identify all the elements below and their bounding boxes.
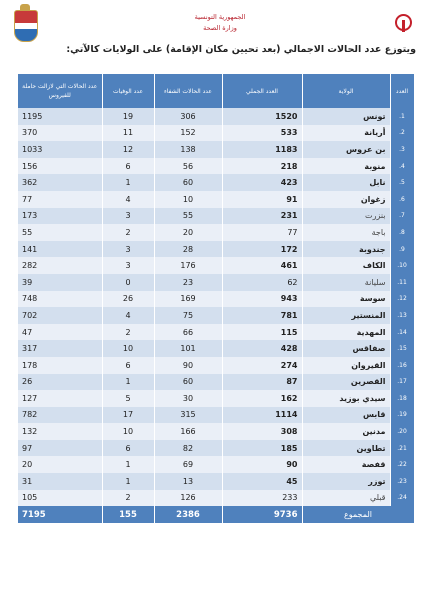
total-cases: 185 [222, 440, 302, 457]
table-total-row [18, 506, 414, 523]
active-cases: 105 [18, 490, 102, 507]
deaths-count: 3 [102, 241, 154, 258]
active-cases: 370 [18, 125, 102, 142]
row-number: 16. [390, 357, 414, 374]
ministry-name: وزارة الصحة [203, 24, 237, 32]
active-cases: 156 [18, 158, 102, 175]
recovered-count: 10 [154, 191, 222, 208]
total-cases: 91 [222, 191, 302, 208]
table-header-row [18, 74, 414, 108]
row-number: 7. [390, 208, 414, 225]
recovered-count: 66 [154, 324, 222, 341]
total-cases: 62 [222, 274, 302, 291]
row-number: 22. [390, 456, 414, 473]
governorate-name: تونس [302, 108, 390, 125]
total-cases: 218 [222, 158, 302, 175]
row-number: 13. [390, 307, 414, 324]
recovered-count: 28 [154, 241, 222, 258]
table-row [18, 407, 414, 424]
governorate-name: بن عروس [302, 141, 390, 158]
recovered-count: 82 [154, 440, 222, 457]
governorate-name: سوسة [302, 291, 390, 308]
table-row [18, 440, 414, 457]
total-cases: 115 [222, 324, 302, 341]
recovered-count: 176 [154, 257, 222, 274]
deaths-count: 6 [102, 440, 154, 457]
total-cases: 77 [222, 224, 302, 241]
active-cases: 39 [18, 274, 102, 291]
deaths-count: 3 [102, 257, 154, 274]
total-cases: 1520 [222, 108, 302, 125]
row-number: 6. [390, 191, 414, 208]
deaths-count: 10 [102, 423, 154, 440]
row-number: 9. [390, 241, 414, 258]
recovered-count: 75 [154, 307, 222, 324]
table-row [18, 357, 414, 374]
table-row [18, 191, 414, 208]
total-deaths: 155 [102, 506, 154, 523]
governorate-name: قبلي [302, 490, 390, 507]
active-cases: 178 [18, 357, 102, 374]
governorate-name: سليانة [302, 274, 390, 291]
table-row [18, 125, 414, 142]
governorate-name: قابس [302, 407, 390, 424]
row-number: 8. [390, 224, 414, 241]
deaths-count: 6 [102, 158, 154, 175]
governorate-name: المهدية [302, 324, 390, 341]
deaths-count: 10 [102, 340, 154, 357]
column-header-recovered: عدد الحالات الشفاء [154, 74, 222, 108]
governorate-name: باجة [302, 224, 390, 241]
deaths-count: 4 [102, 307, 154, 324]
coat-of-arms-crown-icon [20, 4, 30, 10]
active-cases: 1195 [18, 108, 102, 125]
table-row [18, 490, 414, 507]
row-number: 20. [390, 423, 414, 440]
active-cases: 1033 [18, 141, 102, 158]
table-row [18, 473, 414, 490]
table-row [18, 456, 414, 473]
deaths-count: 12 [102, 141, 154, 158]
active-cases: 702 [18, 307, 102, 324]
row-number: 10. [390, 257, 414, 274]
table-row [18, 274, 414, 291]
governorate-name: الكاف [302, 257, 390, 274]
deaths-count: 4 [102, 191, 154, 208]
row-number: 24. [390, 490, 414, 507]
governorate-name: منوبة [302, 158, 390, 175]
row-number: 21. [390, 440, 414, 457]
recovered-count: 60 [154, 174, 222, 191]
row-number: 14. [390, 324, 414, 341]
recovered-count: 56 [154, 158, 222, 175]
table-row [18, 141, 414, 158]
total-cases: 87 [222, 374, 302, 391]
recovered-count: 13 [154, 473, 222, 490]
deaths-count: 1 [102, 174, 154, 191]
recovered-count: 23 [154, 274, 222, 291]
active-cases: 47 [18, 324, 102, 341]
governorate-name: مدنين [302, 423, 390, 440]
row-number: 5. [390, 174, 414, 191]
active-cases: 97 [18, 440, 102, 457]
total-cases: 172 [222, 241, 302, 258]
active-cases: 132 [18, 423, 102, 440]
recovered-count: 101 [154, 340, 222, 357]
recovered-count: 55 [154, 208, 222, 225]
deaths-count: 2 [102, 490, 154, 507]
row-number: 19. [390, 407, 414, 424]
governorate-name: بنزرت [302, 208, 390, 225]
row-number: 15. [390, 340, 414, 357]
governorate-name: زغوان [302, 191, 390, 208]
row-number: 2. [390, 125, 414, 142]
table-row [18, 423, 414, 440]
deaths-count: 17 [102, 407, 154, 424]
row-number: 3. [390, 141, 414, 158]
table-row [18, 174, 414, 191]
recovered-count: 20 [154, 224, 222, 241]
deaths-count: 6 [102, 357, 154, 374]
deaths-count: 2 [102, 224, 154, 241]
deaths-count: 26 [102, 291, 154, 308]
deaths-count: 11 [102, 125, 154, 142]
governorate-name: صفاقس [302, 340, 390, 357]
deaths-count: 1 [102, 473, 154, 490]
governorate-name: القيروان [302, 357, 390, 374]
recovered-count: 69 [154, 456, 222, 473]
active-cases: 282 [18, 257, 102, 274]
total-cases: 423 [222, 174, 302, 191]
column-header-active: عدد الحالات التي لازالت حاملة للفيروس [18, 74, 102, 108]
recovered-count: 138 [154, 141, 222, 158]
total-cases: 1114 [222, 407, 302, 424]
ministry-heading [175, 12, 265, 34]
total-cases: 533 [222, 125, 302, 142]
governorate-name: تطاوين [302, 440, 390, 457]
total-cases: 428 [222, 340, 302, 357]
governorate-name: سيدي بوزيد [302, 390, 390, 407]
active-cases: 20 [18, 456, 102, 473]
recovered-count: 90 [154, 357, 222, 374]
table-row [18, 307, 414, 324]
table-row [18, 208, 414, 225]
column-header-total: العدد الجملي [222, 74, 302, 108]
recovered-count: 152 [154, 125, 222, 142]
recovered-count: 315 [154, 407, 222, 424]
active-cases: 782 [18, 407, 102, 424]
governorate-name: قفصة [302, 456, 390, 473]
deaths-count: 2 [102, 324, 154, 341]
total-active: 7195 [18, 506, 102, 523]
table-row [18, 224, 414, 241]
table-row [18, 257, 414, 274]
active-cases: 31 [18, 473, 102, 490]
total-cases: 45 [222, 473, 302, 490]
total-cases: 943 [222, 291, 302, 308]
governorate-name: القصرين [302, 374, 390, 391]
active-cases: 748 [18, 291, 102, 308]
total-cases: 9736 [222, 506, 302, 523]
deaths-count: 19 [102, 108, 154, 125]
total-cases: 461 [222, 257, 302, 274]
total-cases: 274 [222, 357, 302, 374]
deaths-count: 5 [102, 390, 154, 407]
column-header-governorate: الولاية [302, 74, 390, 108]
logo-anchor-icon [402, 20, 405, 32]
total-label: المجموع [302, 506, 414, 523]
governorate-name: المنستير [302, 307, 390, 324]
row-number: 18. [390, 390, 414, 407]
intro-text: ويتوزع عدد الحالات الاجمالي (بعد تحيين مكان الإقامة) على الولايات كالآتي: [66, 44, 416, 55]
total-cases: 162 [222, 390, 302, 407]
active-cases: 55 [18, 224, 102, 241]
table-row [18, 390, 414, 407]
active-cases: 77 [18, 191, 102, 208]
active-cases: 317 [18, 340, 102, 357]
total-cases: 90 [222, 456, 302, 473]
governorate-cases-table [18, 74, 415, 523]
table-row [18, 340, 414, 357]
deaths-count: 1 [102, 456, 154, 473]
row-number: 4. [390, 158, 414, 175]
tunisia-coat-of-arms-icon [14, 10, 38, 42]
active-cases: 141 [18, 241, 102, 258]
active-cases: 127 [18, 390, 102, 407]
governorate-name: توزر [302, 473, 390, 490]
table-row [18, 324, 414, 341]
recovered-count: 306 [154, 108, 222, 125]
total-cases: 231 [222, 208, 302, 225]
row-number: 12. [390, 291, 414, 308]
row-number: 23. [390, 473, 414, 490]
active-cases: 173 [18, 208, 102, 225]
table-row [18, 241, 414, 258]
row-number: 1. [390, 108, 414, 125]
row-number: 17. [390, 374, 414, 391]
table-row [18, 158, 414, 175]
recovered-count: 60 [154, 374, 222, 391]
recovered-count: 169 [154, 291, 222, 308]
governorate-name: جندوبة [302, 241, 390, 258]
active-cases: 362 [18, 174, 102, 191]
table-row [18, 291, 414, 308]
governorate-name: نابل [302, 174, 390, 191]
total-recovered: 2386 [154, 506, 222, 523]
column-header-deaths: عدد الوفيات [102, 74, 154, 108]
column-header-number: العدد [390, 74, 414, 108]
deaths-count: 0 [102, 274, 154, 291]
row-number: 11. [390, 274, 414, 291]
recovered-count: 166 [154, 423, 222, 440]
total-cases: 233 [222, 490, 302, 507]
republic-name: الجمهورية التونسية [194, 13, 246, 21]
deaths-count: 3 [102, 208, 154, 225]
governorate-name: أريانة [302, 125, 390, 142]
table-row [18, 374, 414, 391]
table-row [18, 108, 414, 125]
recovered-count: 30 [154, 390, 222, 407]
deaths-count: 1 [102, 374, 154, 391]
total-cases: 308 [222, 423, 302, 440]
recovered-count: 126 [154, 490, 222, 507]
total-cases: 781 [222, 307, 302, 324]
active-cases: 26 [18, 374, 102, 391]
total-cases: 1183 [222, 141, 302, 158]
